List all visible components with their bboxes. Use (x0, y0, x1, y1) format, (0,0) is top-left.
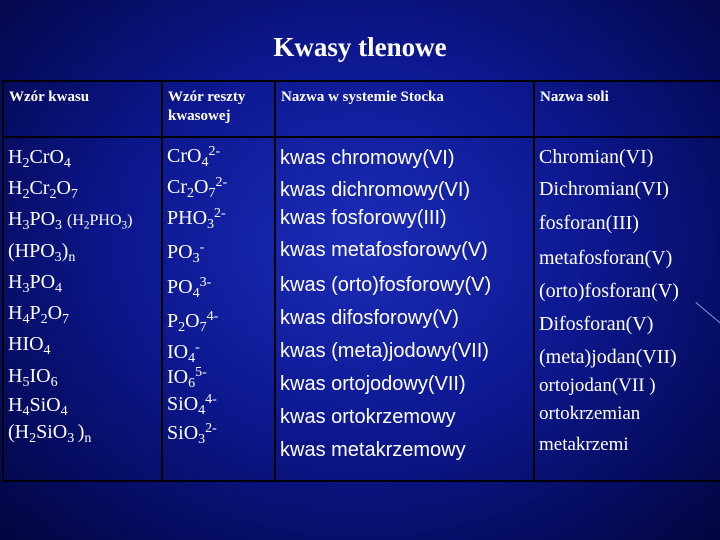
salt-name: ortojodan(VII ) (539, 375, 656, 396)
residue-po3: $PO_3^-$ (167, 240, 205, 267)
formula-h3po3: $H_3PO_3$ $(H_2PHO_3)$ (8, 208, 133, 234)
formula-h2sio3-n: ($H_2SiO_3$ )$_n$ (8, 421, 92, 447)
salt-name: (orto)fosforan(V) (539, 280, 679, 302)
table-body-row (3, 137, 720, 481)
header-salt-name: Nazwa soli (534, 81, 720, 137)
residue-io4: $IO_4^-$ (167, 340, 200, 367)
salt-name: Difosforan(V) (539, 313, 654, 335)
formula-h4p2o7: $H_4P_2O_7$ (8, 302, 70, 328)
stock-name: kwas chromowy(VI) (280, 147, 455, 169)
salt-name: metakrzemi (539, 434, 629, 455)
stock-name: kwas difosforowy(V) (280, 307, 459, 329)
stock-name: kwas (orto)fosforowy(V) (280, 274, 492, 296)
salt-name: ortokrzemian (539, 403, 641, 424)
salt-name: fosforan(III) (539, 212, 639, 234)
header-stock-name: Nazwa w systemie Stocka (275, 81, 534, 137)
acid-formula-cell (3, 137, 162, 481)
header-acid-formula: Wzór kwasu (3, 81, 162, 137)
stock-name: kwas metafosforowy(V) (280, 239, 488, 261)
acids-table (2, 80, 720, 482)
residue-pho3: $PHO_3^{2-}$ (167, 206, 226, 233)
residue-io6: $IO_6^{5-}$ (167, 365, 207, 392)
formula-h2cr2o7: $H_2Cr_2O_7$ (8, 177, 78, 203)
stock-name-cell (275, 137, 534, 481)
residue-sio3: SiO$_3^{2-}$ (167, 421, 217, 448)
stock-name: kwas ortojodowy(VII) (280, 373, 466, 395)
residue-formula-cell (162, 137, 275, 481)
table-header-row (3, 81, 720, 137)
salt-name: (meta)jodan(VII) (539, 346, 677, 368)
salt-name: Dichromian(VI) (539, 178, 669, 200)
slide-title: Kwasy tlenowe (273, 32, 447, 62)
residue-po4: $PO_4^{3-}$ (167, 275, 212, 302)
salt-name-cell (534, 137, 720, 481)
residue-sio4: SiO$_4^{4-}$ (167, 392, 217, 419)
formula-h5io6: $H_5IO_6$ (8, 365, 58, 391)
stock-name: kwas metakrzemowy (280, 439, 466, 461)
residue-cr2o7: $Cr_2O_7^{2-}$ (167, 175, 228, 202)
residue-p2o7: $P_2O_7^{4-}$ (167, 309, 219, 336)
salt-name: metafosforan(V) (539, 247, 673, 269)
formula-hio4: $HIO_4$ (8, 333, 51, 359)
residue-cro4: CrO$_4^{2-}$ (167, 144, 221, 171)
stock-name: kwas dichromowy(VI) (280, 179, 471, 201)
stock-name: kwas (meta)jodowy(VII) (280, 340, 489, 362)
formula-h4sio4: $H_4SiO_4$ (8, 394, 68, 420)
stock-name: kwas fosforowy(III) (280, 207, 447, 229)
header-residue-formula: Wzór reszty kwasowej (162, 81, 275, 137)
formula-h3po4: $H_3PO_4$ (8, 271, 63, 297)
formula-hpo3-n: $(HPO_3)_n$ (8, 240, 76, 266)
stock-name: kwas ortokrzemowy (280, 406, 456, 428)
formula-h2cro4: $H_2CrO_4$ (8, 146, 71, 172)
salt-name: Chromian(VI) (539, 146, 654, 168)
